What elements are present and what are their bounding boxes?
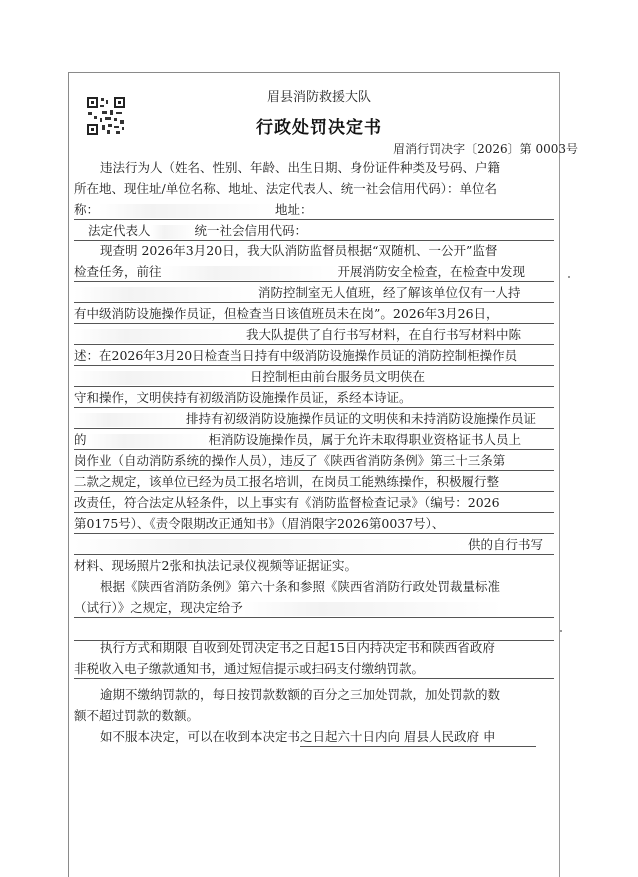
text-fragment: 日控制柜由前台服务员文明侠在 (250, 369, 426, 384)
text-line: 有中级消防设施操作员证，但检查当日该值班员未在岗”。2026年3月26日， (74, 306, 499, 321)
scan-speck (560, 630, 562, 632)
underline-rule (74, 344, 554, 345)
underline-rule (74, 617, 554, 618)
underline-rule (74, 407, 554, 408)
underline-rule (74, 428, 554, 429)
text-line: 额不超过罚款的数额。 (74, 708, 200, 723)
text-line: 根据《陕西省消防条例》第六十条和参照《陕西省消防行政处罚裁量标准 (100, 579, 501, 594)
text-line: 所在地、现住址/单位名称、地址、法定代表人、统一社会信用代码）：单位名 (74, 181, 497, 196)
text-line: 改责任，符合法定从轻条件，以上事实有《消防监督检查记录》（编号：2026 (74, 495, 500, 510)
underline-rule (300, 746, 536, 747)
redaction (74, 287, 258, 301)
underline-rule (74, 449, 554, 450)
text-line: 述：在2026年3月20日检查当日持有中级消防设施操作员证的消防控制柜操作员 (74, 348, 518, 363)
text-fragment: （试行）》之规定，现决定给予 (74, 600, 243, 615)
redaction (74, 413, 186, 427)
underline-rule (74, 678, 554, 679)
redaction (87, 434, 209, 448)
text-line: 非税收入电子缴款通知书，通过短信提示或扫码支付缴纳罚款。 (74, 661, 425, 676)
text-line: 材料、现场照片2张和执法记录仪视频等证据证实。 (74, 558, 357, 573)
redaction (74, 371, 250, 385)
text-line: 逾期不缴纳罚款的，每日按罚款数额的百分之三加处罚款，加处罚款的数 (100, 687, 501, 702)
document-number: 眉消行罚决字〔2026〕第 0003号 (393, 142, 578, 156)
underline-rule (74, 365, 554, 366)
text-fragment: 消防控制室无人值班，经了解该单位仅有一人持 (258, 285, 521, 300)
text-fragment: 检查任务，前往 (74, 264, 162, 279)
redaction (74, 329, 246, 343)
underline-rule (74, 323, 554, 324)
text-line: 执行方式和期限 自收到处罚决定书之日起15日内持决定书和陕西省政府 (100, 640, 495, 655)
text-line: 二款之规定，该单位已经为员工报名培训，在岗员工能熟练操作，积极履行整 (74, 474, 500, 489)
agency-name: 眉县消防救援大队 (266, 90, 371, 105)
text-fragment: 法定代表人 (88, 223, 151, 238)
text-fragment: 称： (74, 202, 100, 217)
underline-rule (74, 219, 554, 220)
underline-rule (74, 281, 554, 282)
text-fragment: 统一社会信用代码： (194, 223, 308, 238)
underline-rule (74, 533, 554, 534)
scan-speck (568, 276, 570, 278)
underline-rule (74, 302, 554, 303)
text-line: 违法行为人（姓名、性别、年龄、出生日期、身份证件种类及号码、户籍 (100, 160, 501, 175)
underline-rule (74, 554, 554, 555)
text-line: 第0175号）、《责令限期改正通知书》（眉消限字2026第0037号）、 (74, 516, 445, 531)
underline-rule (74, 512, 554, 513)
redaction (74, 539, 468, 553)
text-fragment: 地址： (275, 202, 313, 217)
text-fragment: 排持有初级消防设施操作员证的文明侠和未持消防设施操作员证 (186, 411, 537, 426)
text-line: 如不服本决定，可以在收到本决定书之日起六十日内向 眉县人民政府 申 (100, 729, 496, 744)
redaction (99, 204, 275, 218)
redaction (151, 225, 195, 239)
text-line: 岗作业（自动消防系统的操作人员），违反了《陕西省消防条例》第三十三条第 (74, 453, 506, 468)
text-fragment: 柜消防设施操作员，属于允许未取得职业资格证书人员上 (208, 432, 522, 447)
text-fragment: 我大队提供了自行书写材料，在自行书写材料中陈 (246, 327, 522, 342)
text-line: 现查明 2026年3月20日，我大队消防监督员根据“双随机、一公开”监督 (100, 243, 498, 258)
underline-rule (74, 240, 554, 241)
text-fragment: 供的自行书写 (468, 537, 544, 552)
underline-rule (74, 386, 554, 387)
underline-rule (74, 491, 554, 492)
redaction (162, 266, 338, 280)
text-line: 守和操作，文明侠持有初级消防设施操作员证，系经本诗证。 (74, 390, 412, 405)
text-fragment: 开展消防安全检查，在检查中发现 (337, 264, 526, 279)
redaction (243, 602, 503, 616)
document-title: 行政处罚决定书 (256, 118, 382, 138)
text-fragment: 的 (74, 432, 87, 447)
underline-rule (74, 470, 554, 471)
